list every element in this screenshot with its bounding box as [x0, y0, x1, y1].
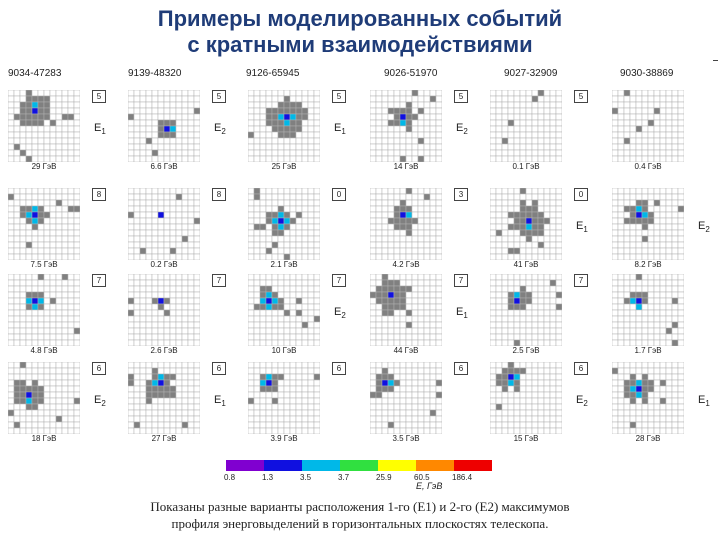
plane-number: 5: [212, 90, 226, 103]
event-id: 9126-65945: [246, 68, 300, 79]
detector-panel: [128, 188, 222, 269]
plane-number: 5: [454, 90, 468, 103]
maximum-label: [214, 122, 226, 136]
energy-grid: [370, 362, 442, 434]
maximum-letter: E: [334, 306, 342, 318]
panel-energy: 44 ГэВ: [393, 346, 419, 355]
maximum-letter: E: [94, 122, 102, 134]
detector-panel: [248, 188, 342, 269]
colorbar-segment: [454, 460, 492, 471]
detector-panel: [128, 362, 226, 443]
maximum-label: [576, 220, 588, 234]
plane-number: 6: [454, 362, 468, 375]
maximum-letter: E: [576, 220, 584, 232]
panel-energy: 2.1 ГэВ: [270, 260, 298, 269]
caption-line-2: профиля энерговыделений в горизонтальных плоскостях телескопа.: [171, 516, 549, 531]
energy-grid: [612, 90, 684, 162]
detector-panel: [8, 90, 106, 171]
maximum-label: [576, 394, 588, 408]
panel-energy: 7.5 ГэВ: [30, 260, 58, 269]
energy-grid: [248, 362, 320, 434]
colorbar-segment: [264, 460, 302, 471]
maximum-index: 2: [341, 311, 346, 321]
plane-number: 5: [574, 90, 588, 103]
energy-grid: [8, 362, 80, 434]
panel-energy: 2.6 ГэВ: [150, 346, 178, 355]
detector-panel: [248, 362, 342, 443]
energy-grid: [128, 188, 200, 260]
energy-grid: [612, 188, 684, 260]
panel-energy: 41 ГэВ: [513, 260, 539, 269]
panel-energy: 15 ГэВ: [513, 434, 539, 443]
detector-panel: [490, 362, 588, 443]
energy-grid: [8, 90, 80, 162]
panel-energy: 3.9 ГэВ: [270, 434, 298, 443]
detector-panel: [8, 362, 106, 443]
panel-energy: 4.8 ГэВ: [30, 346, 58, 355]
event-id: 9139-48320: [128, 68, 182, 79]
plane-number: 7: [332, 274, 346, 287]
detector-panel: [490, 90, 584, 171]
maximum-index: 2: [583, 399, 588, 409]
detector-panel: [370, 274, 468, 355]
maximum-letter: E: [214, 122, 222, 134]
colorbar-tick: 186.4: [452, 473, 473, 482]
maximum-letter: E: [576, 394, 584, 406]
maximum-index: 1: [101, 127, 106, 137]
page-subtitle: с кратными взаимодействиями: [187, 32, 533, 57]
plane-number: 6: [92, 362, 106, 375]
event-id: 9027-32909: [504, 68, 558, 79]
detector-panel: [128, 90, 226, 171]
detector-panel: [612, 90, 684, 171]
energy-grid: [248, 188, 320, 260]
maximum-index: 1: [705, 399, 710, 409]
colorbar-segment: [226, 460, 264, 471]
colorbar-tick: 1.3: [262, 473, 274, 482]
energy-grid: [490, 188, 562, 260]
maximum-index: 1: [463, 311, 468, 321]
plane-number: 6: [212, 362, 226, 375]
energy-grid: [370, 90, 442, 162]
panel-energy: 28 ГэВ: [635, 434, 661, 443]
energy-grid: [490, 90, 562, 162]
panel-energy: 27 ГэВ: [151, 434, 177, 443]
panel-energy: 2.5 ГэВ: [512, 346, 540, 355]
edge-mark: [713, 60, 718, 61]
plane-number: 7: [574, 274, 588, 287]
detector-panel: [490, 188, 588, 269]
colorbar-segment: [416, 460, 454, 471]
plane-number: 7: [92, 274, 106, 287]
detector-panel: [370, 90, 468, 171]
maximum-letter: E: [456, 122, 464, 134]
maximum-label: [698, 394, 710, 408]
detector-panel: [128, 274, 222, 355]
energy-grid: [8, 188, 80, 260]
energy-grid: [612, 362, 684, 434]
energy-grid: [248, 90, 320, 162]
maximum-label: [456, 122, 468, 136]
maximum-letter: E: [334, 122, 342, 134]
energy-colorbar: [226, 460, 492, 471]
maximum-label: [334, 306, 346, 320]
panel-energy: 0.4 ГэВ: [634, 162, 662, 171]
plane-number: 3: [454, 188, 468, 201]
panel-energy: 4.2 ГэВ: [392, 260, 420, 269]
maximum-letter: E: [698, 394, 706, 406]
plane-number: 0: [332, 188, 346, 201]
panel-energy: 18 ГэВ: [31, 434, 57, 443]
maximum-label: [94, 394, 106, 408]
maximum-label: [334, 122, 346, 136]
panel-energy: 0.2 ГэВ: [150, 260, 178, 269]
plane-number: 6: [332, 362, 346, 375]
plane-number: 0: [574, 188, 588, 201]
maximum-label: [94, 122, 106, 136]
plane-number: 7: [454, 274, 468, 287]
energy-grid: [370, 188, 442, 260]
detector-panel: [612, 188, 710, 269]
colorbar-segment: [378, 460, 416, 471]
plane-number: 8: [92, 188, 106, 201]
panel-energy: 29 ГэВ: [31, 162, 57, 171]
panel-energy: 1.7 ГэВ: [634, 346, 662, 355]
maximum-label: [214, 394, 226, 408]
detector-panel: [8, 274, 102, 355]
detector-panel: [490, 274, 584, 355]
page-title: Примеры моделированных событий: [157, 6, 563, 31]
panel-energy: 25 ГэВ: [271, 162, 297, 171]
maximum-letter: E: [698, 220, 706, 232]
colorbar-segment: [340, 460, 378, 471]
maximum-letter: E: [456, 306, 464, 318]
panel-energy: 3.5 ГэВ: [392, 434, 420, 443]
energy-grid: [490, 274, 562, 346]
panel-energy: 10 ГэВ: [271, 346, 297, 355]
detector-panel: [612, 274, 684, 355]
maximum-index: 1: [221, 399, 226, 409]
colorbar-tick: 3.5: [300, 473, 312, 482]
colorbar-tick: 0.8: [224, 473, 236, 482]
detector-panel: [370, 362, 464, 443]
energy-grid: [248, 274, 320, 346]
maximum-index: 2: [705, 225, 710, 235]
event-id: 9030-38869: [620, 68, 674, 79]
maximum-index: 1: [341, 127, 346, 137]
colorbar-segment: [302, 460, 340, 471]
maximum-label: [698, 220, 710, 234]
energy-grid: [128, 90, 200, 162]
colorbar-tick: 60.5: [414, 473, 430, 482]
detector-panel: [248, 274, 346, 355]
energy-grid: [490, 362, 562, 434]
panel-energy: 6.6 ГэВ: [150, 162, 178, 171]
maximum-letter: E: [94, 394, 102, 406]
colorbar-unit: E, ГэВ: [416, 481, 443, 491]
detector-panel: [248, 90, 346, 171]
colorbar-tick: 3.7: [338, 473, 350, 482]
event-id: 9026-51970: [384, 68, 438, 79]
maximum-label: [456, 306, 468, 320]
maximum-letter: E: [214, 394, 222, 406]
maximum-index: 2: [101, 399, 106, 409]
colorbar-tick: 25.9: [376, 473, 392, 482]
energy-grid: [8, 274, 80, 346]
energy-grid: [128, 274, 200, 346]
maximum-index: 2: [221, 127, 226, 137]
plane-number: 6: [574, 362, 588, 375]
plane-number: 5: [332, 90, 346, 103]
maximum-index: 1: [583, 225, 588, 235]
maximum-index: 2: [463, 127, 468, 137]
panel-energy: 8.2 ГэВ: [634, 260, 662, 269]
plane-number: 5: [92, 90, 106, 103]
panel-energy: 14 ГэВ: [393, 162, 419, 171]
detector-panel: [8, 188, 102, 269]
detector-panel: [370, 188, 464, 269]
energy-grid: [612, 274, 684, 346]
caption-line-1: Показаны разные варианты расположения 1-го (E1) и 2-го (E2) максимумов: [150, 499, 570, 514]
energy-grid: [370, 274, 442, 346]
plane-number: 8: [212, 188, 226, 201]
plane-number: 7: [212, 274, 226, 287]
energy-grid: [128, 362, 200, 434]
panel-energy: 0.1 ГэВ: [512, 162, 540, 171]
detector-panel: [612, 362, 710, 443]
event-id: 9034-47283: [8, 68, 62, 79]
